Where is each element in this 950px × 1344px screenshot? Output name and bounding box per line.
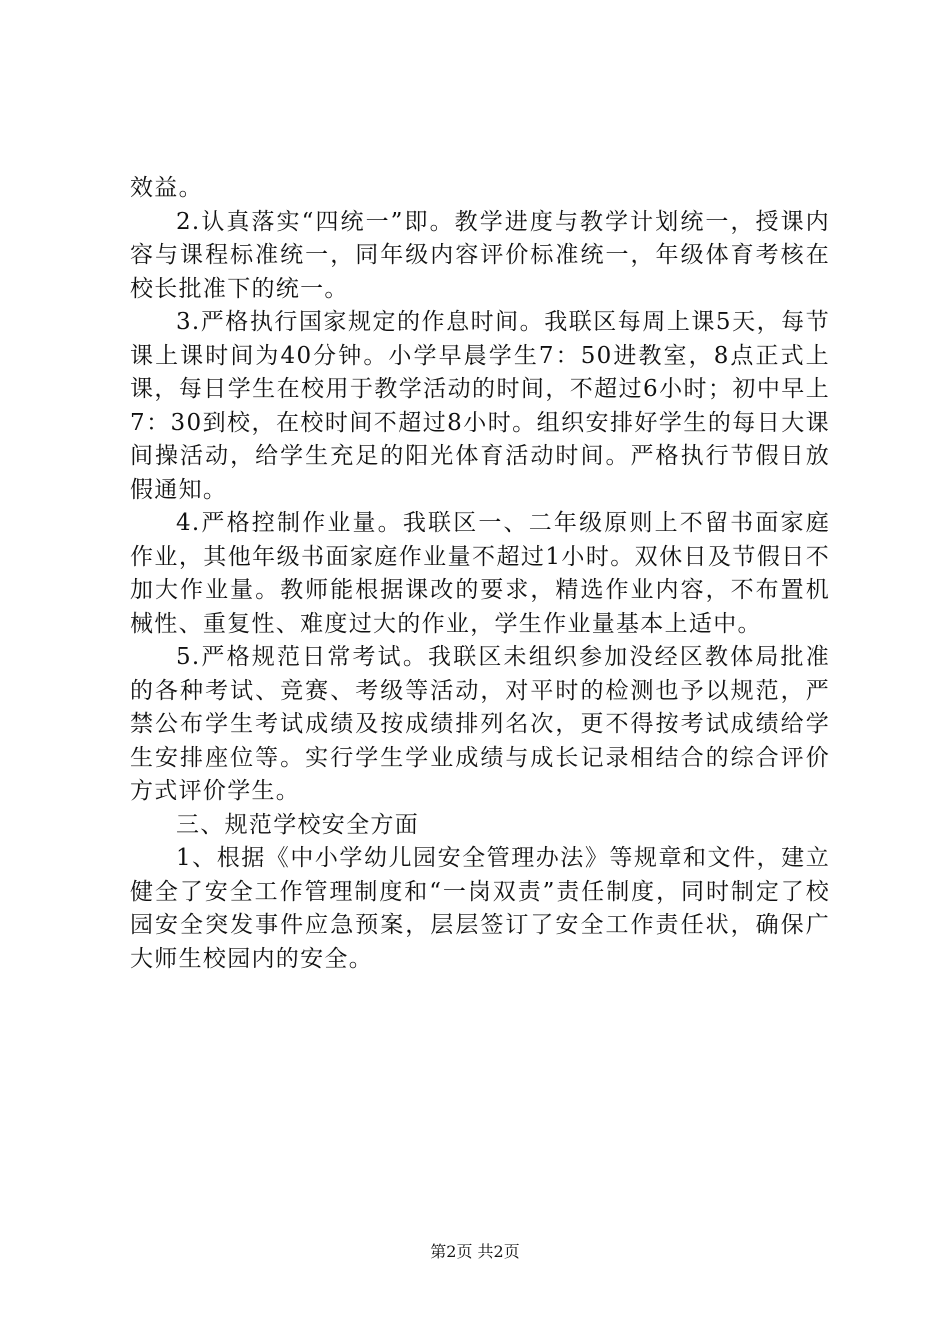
paragraph-5: 5.严格规范日常考试。我联区未组织参加没经区教体局批准的各种考试、竞赛、考级等活动，对平时的检测也予以规范，严禁公布学生考试成绩及按成绩排列名次，更不得按考试成绩给学生安排座位等。实行学生学业成绩与成长记录相结合的综合评价方式评价学生。: [130, 644, 830, 804]
paragraph-7: 1、根据《中小学幼儿园安全管理办法》等规章和文件，建立健全了安全工作管理制度和“一岗双责”责任制度，同时制定了校园安全突发事件应急预案，层层签订了安全工作责任状，确保广大师生校园内的安全。: [130, 845, 830, 972]
paragraph-1: 效益。: [130, 175, 203, 201]
page-footer: 第2页 共2页: [430, 1242, 520, 1261]
paragraph-3: 3.严格执行国家规定的作息时间。我联区每周上课5天，每节课上课时间为40分钟。小学早晨学生7：50进教室，8点正式上课，每日学生在校用于教学活动的时间，不超过6小时；初中早上7：30到校，在校时间不超过8小时。组织安排好学生的每日大课间操活动，给学生充足的阳光体育活动时间。严格执行节假日放假通知。: [130, 309, 830, 503]
paragraph-4: 4.严格控制作业量。我联区一、二年级原则上不留书面家庭作业，其他年级书面家庭作业量不超过1小时。双休日及节假日不加大作业量。教师能根据课改的要求，精选作业内容，不布置机械性、重复性、难度过大的作业，学生作业量基本上适中。: [130, 510, 830, 637]
paragraph-2: 2.认真落实“四统一”即。教学进度与教学计划统一，授课内容与课程标准统一，同年级内容评价标准统一，年级体育考核在校长批准下的统一。: [130, 208, 830, 302]
document-body: [130, 172, 830, 976]
section-heading: 三、规范学校安全方面: [176, 811, 419, 838]
